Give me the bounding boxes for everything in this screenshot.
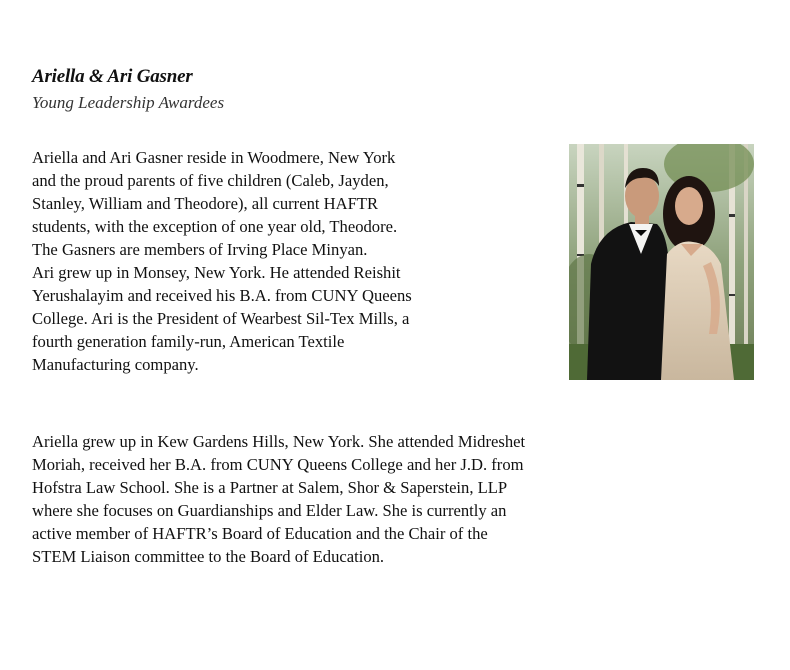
text-line: active member of HAFTR’s Board of Education and the Chair of the xyxy=(32,524,488,543)
awardee-names: Ariella & Ari Gasner xyxy=(32,66,193,87)
text-line: and the proud parents of five children (Caleb, Jayden, xyxy=(32,171,389,190)
bio-paragraph-1 xyxy=(32,146,552,376)
text-line: Stanley, William and Theodore), all current HAFTR xyxy=(32,194,379,213)
text-line: College. Ari is the President of Wearbest Sil-Tex Mills, a xyxy=(32,309,410,328)
text-line: fourth generation family-run, American Textile xyxy=(32,332,345,351)
award-title: Young Leadership Awardees xyxy=(32,93,225,112)
text-line: where she focuses on Guardianships and Elder Law. She is currently an xyxy=(32,501,507,520)
text-line: Ari grew up in Monsey, New York. He attended Reishit xyxy=(32,263,401,282)
text-line: Ariella and Ari Gasner reside in Woodmere, New York xyxy=(32,148,396,167)
text-line: Ariella grew up in Kew Gardens Hills, New York. She attended Midreshet xyxy=(32,432,526,451)
text-line: Moriah, received her B.A. from CUNY Queens College and her J.D. from xyxy=(32,455,524,474)
text-line: The Gasners are members of Irving Place Minyan. xyxy=(32,240,368,259)
text-line: Manufacturing company. xyxy=(32,355,199,374)
couple-photo xyxy=(569,144,754,380)
text-line: students, with the exception of one year old, Theodore. xyxy=(32,217,398,236)
text-line: Yerushalayim and received his B.A. from CUNY Queens xyxy=(32,286,412,305)
text-line: Hofstra Law School. She is a Partner at Salem, Shor & Saperstein, LLP xyxy=(32,478,508,497)
bio-paragraph-2 xyxy=(32,430,732,568)
text-line: STEM Liaison committee to the Board of Education. xyxy=(32,547,385,566)
